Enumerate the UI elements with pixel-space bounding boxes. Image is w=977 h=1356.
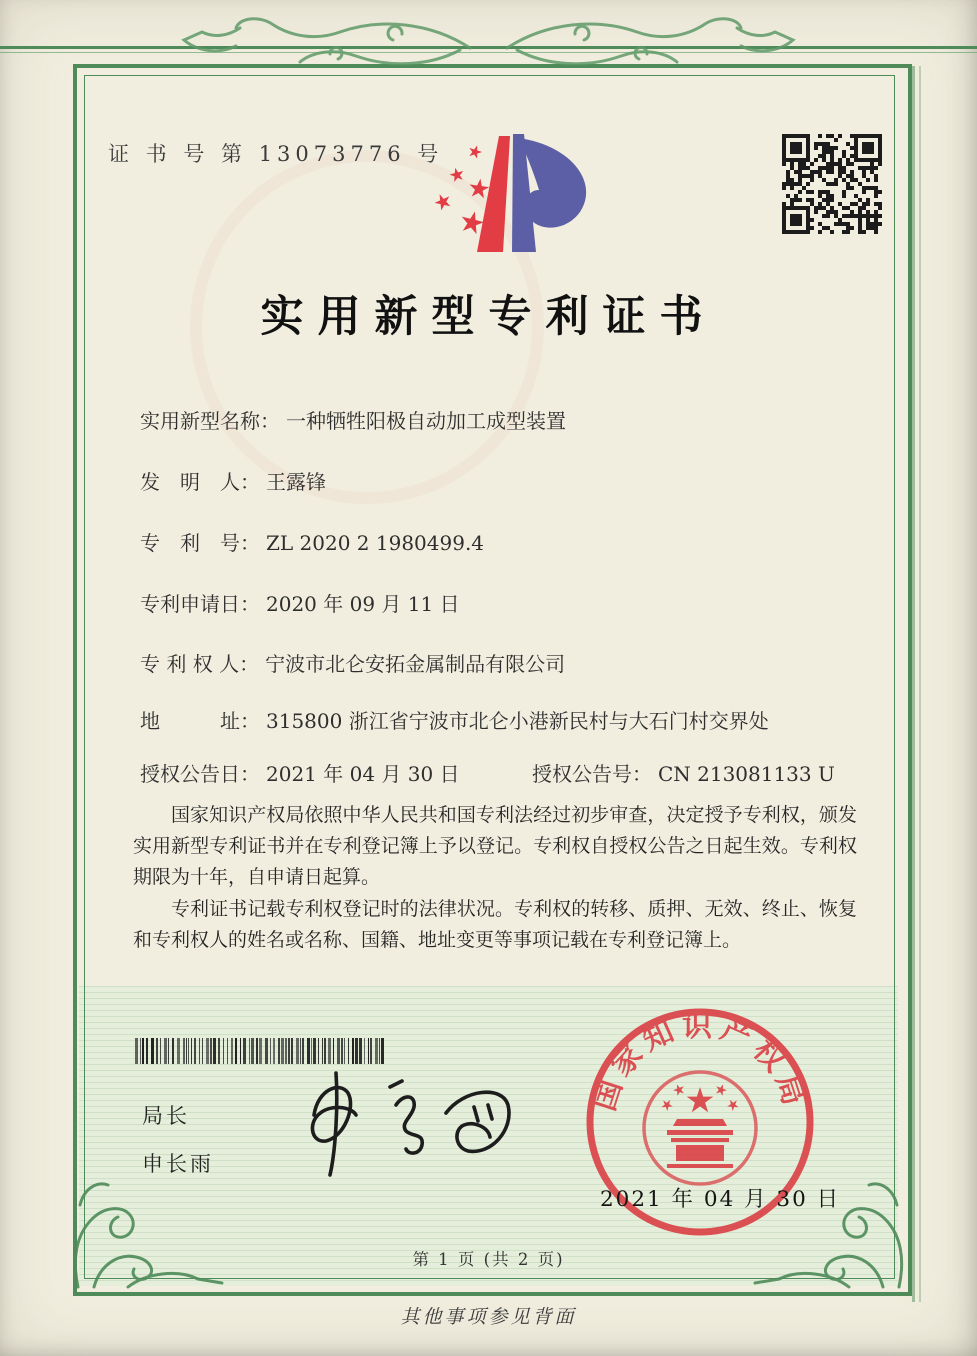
barcode [135, 1038, 387, 1064]
body-paragraph-2: 专利证书记载专利权登记时的法律状况。专利权的转移、质押、无效、终止、恢复和专利权人的姓名或名称、国籍、地址变更等事项记载在专利登记簿上。 [133, 898, 857, 951]
field-label: 授权公告日： [140, 762, 260, 786]
grant-number-pair [532, 758, 835, 787]
field-value: 2021 年 04 月 30 日 [266, 762, 460, 786]
field-label: 发 明 人： [140, 470, 260, 494]
field-row-grant [140, 758, 860, 787]
field-row-patent-number [140, 527, 860, 556]
dragon-ornament-band [0, 8, 977, 78]
field-row-inventor [140, 466, 860, 495]
qr-code [782, 134, 882, 234]
field-value: 315800 浙江省宁波市北仑小港新民村与大石门村交界处 [266, 709, 769, 733]
right-edge-stripe-thin [919, 66, 921, 1302]
field-label: 授权公告号： [531, 762, 652, 786]
body-paragraph-1: 国家知识产权局依照中华人民共和国专利法经过初步审查，决定授予专利权，颁发实用新型专利证书并在专利登记簿上予以登记。专利权自授权公告之日起生效。专利权期限为十年，自申请日起算。 [133, 804, 857, 888]
director-name: 申长雨 [142, 1152, 214, 1176]
certificate-title: 实用新型专利证书 [260, 292, 717, 342]
field-row-address [140, 705, 860, 734]
director-signature [278, 1063, 538, 1188]
field-value: 一种牺牲阳极自动加工成型装置 [286, 409, 566, 433]
field-value: 2020 年 09 月 11 日 [266, 592, 460, 616]
field-row-name [140, 405, 860, 434]
page-indicator: 第 1 页 (共 2 页) [412, 1250, 565, 1269]
body-text [133, 800, 857, 957]
back-note: 其他事项参见背面 [400, 1306, 577, 1328]
field-value: ZL 2020 2 1980499.4 [266, 531, 485, 555]
director-title: 局长 [142, 1104, 190, 1128]
field-row-filing-date [140, 588, 860, 617]
field-value: CN 213081133 U [657, 762, 835, 786]
corner-flourish-left [70, 1175, 225, 1295]
field-label: 实用新型名称： [140, 409, 280, 433]
field-label: 专 利 号： [140, 531, 260, 555]
seal-text: 国家知识产权局 [586, 1009, 814, 1116]
field-row-patentee [140, 648, 860, 677]
field-label: 专利申请日： [140, 592, 260, 616]
field-label: 专 利 权 人： [140, 652, 260, 676]
seal-date: 2021 年 04 月 30 日 [600, 1187, 841, 1212]
certificate-number: 证 书 号 第 13073776 号 [108, 142, 444, 166]
field-label: 地 址： [140, 709, 260, 733]
cnipa-logo [415, 120, 605, 260]
field-value: 宁波市北仑安拓金属制品有限公司 [265, 652, 566, 676]
field-value: 王露锋 [266, 470, 326, 494]
right-edge-stripe [912, 66, 915, 1302]
